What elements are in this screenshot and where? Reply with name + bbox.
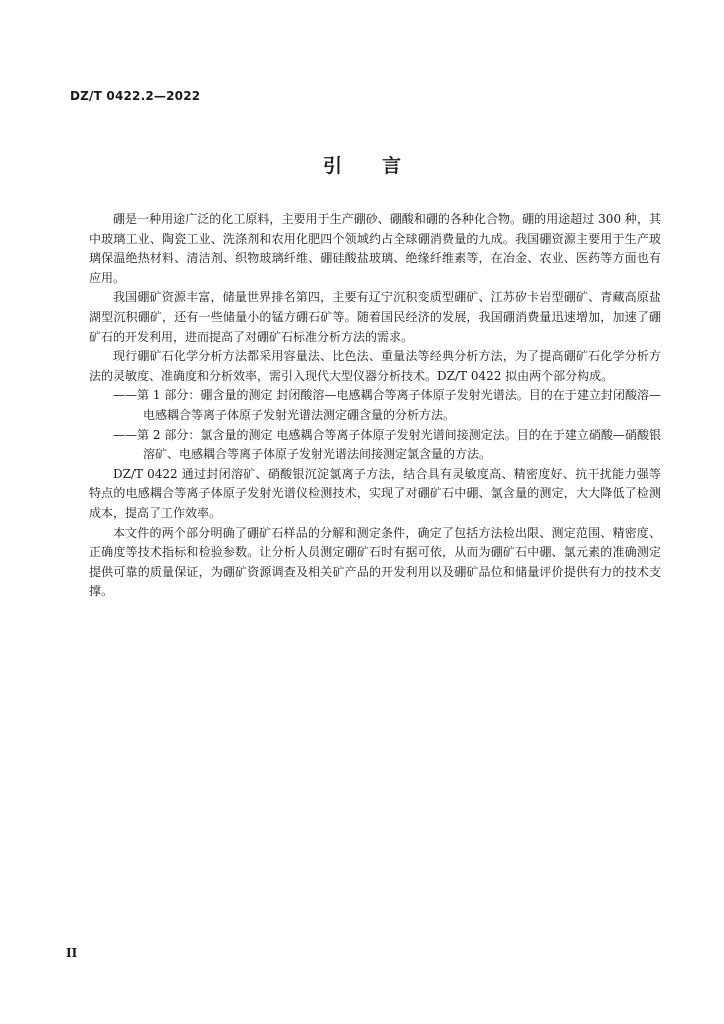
paragraph: 本文件的两个部分明确了硼矿石样品的分解和测定条件，确定了包括方法检出限、测定范围、精密度、正确度等技术指标和检验参数。让分析人员测定硼矿石时有据可依，从而为硼矿石中硼、氯元素的准确测定提供可靠的质量保证，为硼矿资源调查及相关矿产品的开发利用以及硼矿品位和储量评价提供有力的技术支撑。: [89, 525, 661, 599]
page-title: 引言: [322, 155, 441, 177]
paragraph: 硼是一种用途广泛的化工原料，主要用于生产硼砂、硼酸和硼的各种化合物。硼的用途超过 300 种，其中玻璃工业、陶瓷工业、洗涤剂和农用化肥四个领域约占全球硼消费量的九成。我国硼资源主要用于生产玻璃保温绝热材料、清洁剂、织物玻璃纤维、硼硅酸盐玻璃、绝缘纤维素等，在冶金、农业、医药等方面也有应用。: [89, 212, 661, 285]
paragraph: 现行硼矿石化学分析方法都采用容量法、比色法、重量法等经典分析方法，为了提高硼矿石化学分析方法的灵敏度、准确度和分析效率，需引入现代大型仪器分析技术。DZ/T 0422 拟由两个部分构成。: [89, 349, 661, 383]
standard-code: DZ/T 0422.2—2022: [70, 89, 201, 103]
paragraph: DZ/T 0422 通过封闭溶矿、硝酸银沉淀氯离子方法，结合具有灵敏度高、精密度好、抗干扰能力强等特点的电感耦合等离子体原子发射光谱仪检测技术，实现了对硼矿石中硼、氯含量的测定，大大降低了检测成本，提高了工作效率。: [89, 466, 661, 520]
list-item: ——第 1 部分：硼含量的测定 封闭酸溶—电感耦合等离子体原子发射光谱法。目的在于建立封闭酸溶—电感耦合等离子体原子发射光谱法测定硼含量的分析方法。: [113, 388, 661, 422]
page-number: II: [66, 946, 78, 960]
body-text: [89, 210, 661, 602]
list-item: ——第 2 部分：氯含量的测定 电感耦合等离子体原子发射光谱间接测定法。目的在于建立硝酸—硝酸银溶矿、电感耦合等离子体原子发射光谱法间接测定氯含量的方法。: [113, 427, 661, 462]
paragraph: 我国硼矿资源丰富，储量世界排名第四，主要有辽宁沉积变质型硼矿、江苏矽卡岩型硼矿、青藏高原盐湖型沉积硼矿，还有一些储量小的锰方硼石矿等。随着国民经济的发展，我国硼消费量迅速增加，加速了硼矿石的开发利用，进而提高了对硼矿石标准分析方法的需求。: [89, 290, 661, 344]
